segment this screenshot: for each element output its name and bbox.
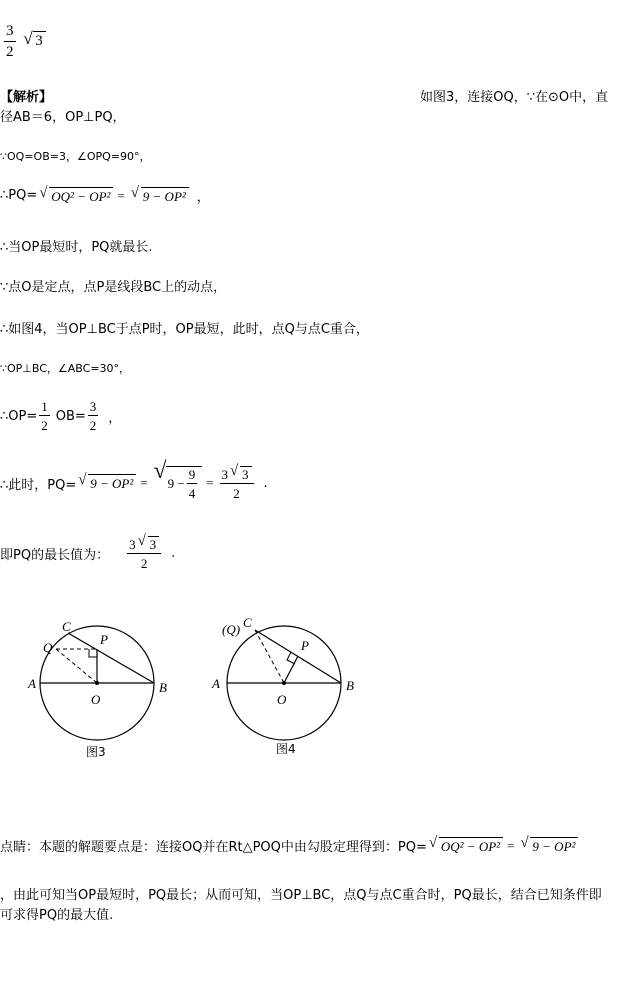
caption-fig3: 图3	[86, 745, 106, 759]
sqrt-oq-op: √ OQ² − OP²	[39, 187, 113, 205]
analysis-line9: ∴此时，PQ= √ 9 − OP² = √ 9 − $\frac{9}{4}$ = 3 √ 3 2 .	[0, 458, 268, 501]
segment-oc-fig4	[255, 630, 284, 683]
fraction-three-half: $\frac{3}{2}$	[89, 399, 97, 433]
sqrt-9-op: √ 9 − OP²	[131, 187, 189, 205]
analysis-line3: ∴PQ= √ OQ² − OP² = √ 9 − OP² ，	[0, 184, 210, 205]
analysis-line8: ∴OP= $\frac{1}{2}$ OB= $\frac{3}{2}$ ，	[0, 399, 122, 433]
result-fraction: 3 √ 3 2	[220, 466, 254, 500]
comment-line2: ，由此可知当OP最短时，PQ最长；从而可知，当OP⊥BC，点Q与点C重合时，PQ最长，结合已知条件即	[0, 888, 602, 903]
figure-3	[27, 619, 167, 759]
label-a-fig4: A	[212, 676, 220, 691]
label-p-fig3: P	[100, 632, 108, 647]
comment-sqrt-oq-op: √ OQ² − OP²	[429, 837, 503, 855]
label-p-fig4: P	[301, 638, 309, 653]
analysis-line2: ∵OQ=OB=3，∠OPQ=90°，	[0, 150, 151, 163]
label-a-fig3: A	[28, 676, 36, 691]
analysis-label: 【解析】	[0, 90, 53, 105]
chord-bc-fig3	[68, 633, 154, 683]
label-q-fig3: Q	[43, 640, 53, 655]
comment-line1: 点睛：本题的解题要点是：连接OQ并在Rt△POQ中由勾股定理得到：PQ= √ OQ² − OP² = √ 9 − OP²	[0, 836, 578, 855]
label-b-fig4: B	[346, 678, 354, 693]
segment-oq-fig3	[56, 649, 97, 683]
center-dot-fig3	[95, 681, 99, 685]
comment-line3: 可求得PQ的最大值.	[0, 908, 114, 923]
fraction-one-half: $\frac{1}{2}$	[41, 399, 48, 433]
top-answer	[2, 24, 46, 60]
center-dot-fig4	[282, 681, 286, 685]
sqrt-9-minus-9-4: √ 9 − $\frac{9}{4}$	[154, 466, 203, 500]
max-value-fraction: 3 √ 3 2	[127, 536, 161, 570]
segment-op-fig4	[284, 656, 298, 683]
comment-sqrt-9-op: √ 9 − OP²	[520, 837, 578, 855]
top-answer-sqrt: √ 3	[23, 31, 46, 50]
analysis-line5: ∵点O是定点，点P是线段BC上的动点，	[0, 280, 227, 295]
sqrt-9-op-2: √ 9 − OP²	[78, 474, 136, 492]
analysis-line1: 径AB＝6，OP⊥PQ，	[0, 110, 126, 125]
label-o-fig4: O	[277, 692, 287, 707]
analysis-line4: ∴当OP最短时，PQ就最长.	[0, 240, 153, 255]
analysis-line10: 即PQ的最长值为： 3 √ 3 2 .	[0, 533, 176, 571]
analysis-line7: ∵OP⊥BC，∠ABC=30°，	[0, 362, 131, 375]
analysis-intro: 如图3，连接OQ，∵在⊙O中，直	[420, 90, 609, 105]
label-c-fig4: C	[243, 615, 252, 630]
label-c-fig3: C	[62, 619, 71, 634]
label-o-fig3: O	[91, 692, 101, 707]
analysis-line6: ∴如图4，当OP⊥BC于点P时，OP最短，此时，点Q与点C重合，	[0, 322, 369, 337]
caption-fig4: 图4	[276, 742, 296, 756]
label-b-fig3: B	[159, 680, 167, 695]
geometry-figures	[0, 610, 630, 770]
right-angle-mark-fig3	[89, 649, 97, 657]
top-answer-fraction: $\frac{3}{2}$	[6, 23, 14, 60]
label-q-fig4: (Q)	[222, 622, 241, 637]
figure-4	[211, 615, 354, 756]
